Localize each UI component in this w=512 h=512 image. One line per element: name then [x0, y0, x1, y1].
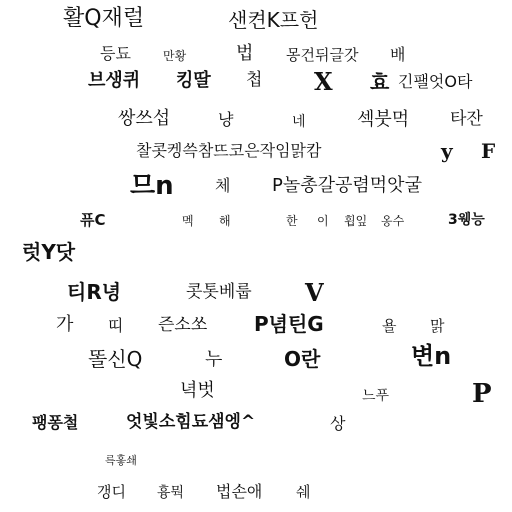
- glyph-word: 이: [317, 214, 329, 228]
- glyph-word: 엇빛소힘됴샘엥^: [126, 412, 256, 432]
- glyph-word: 녁벗: [180, 380, 215, 401]
- glyph-word: 륵홓쇄: [105, 454, 137, 467]
- glyph-word: 콧톳베룹: [186, 282, 252, 302]
- glyph-word: 럿Y닷: [22, 240, 76, 264]
- glyph-word: 한: [286, 214, 298, 228]
- glyph-word: 띠: [108, 316, 124, 335]
- glyph-word: 네: [292, 114, 306, 130]
- glyph-word: P념틴G: [254, 312, 324, 336]
- glyph-word: 누: [205, 349, 223, 370]
- glyph-word: 긴팰엇O타: [398, 72, 473, 91]
- glyph-word: 흉뭑: [157, 485, 185, 501]
- glyph-word: 킹딸: [176, 70, 211, 91]
- glyph-word: O란: [284, 347, 321, 371]
- glyph-word: 욜: [382, 317, 397, 335]
- glyph-word: 섹붓먹: [357, 109, 410, 130]
- glyph-word: 쉐: [296, 483, 311, 501]
- glyph-word: 가: [56, 314, 74, 335]
- glyph-word: 느푸: [362, 388, 390, 404]
- glyph-word: P: [472, 379, 492, 409]
- glyph-word: 즌소쏘: [158, 315, 208, 335]
- glyph-word: 휩잎: [344, 214, 368, 228]
- glyph-word: 활Q재럴: [63, 6, 145, 31]
- glyph-word: 쌍쓰섭: [118, 108, 171, 129]
- glyph-word: V: [305, 278, 324, 307]
- glyph-word: y: [441, 139, 453, 163]
- glyph-word: 법손애: [216, 482, 263, 501]
- glyph-word: 멕: [182, 214, 194, 228]
- glyph-word: 똘신Q: [88, 347, 143, 371]
- glyph-word: X: [314, 67, 333, 96]
- glyph-word: 맑: [430, 317, 445, 335]
- glyph-word: 브생퀴: [88, 70, 141, 91]
- glyph-word: 팽퐁철: [32, 413, 79, 432]
- glyph-word: 상: [330, 414, 346, 433]
- glyph-word: P놀총갈공렴먹앗굴: [272, 175, 422, 196]
- glyph-word: 므n: [130, 171, 174, 201]
- glyph-word: 등됴: [100, 44, 131, 63]
- glyph-word: F: [481, 139, 496, 163]
- glyph-word: 법: [236, 43, 254, 64]
- glyph-word: 티R녕: [67, 280, 122, 304]
- glyph-word: 효: [370, 70, 390, 94]
- glyph-word: 변n: [411, 342, 452, 370]
- glyph-word: 해: [219, 214, 231, 228]
- glyph-word: 타잔: [450, 109, 483, 129]
- glyph-word: 옹수: [381, 214, 405, 228]
- glyph-word: 3웽능: [448, 212, 485, 228]
- glyph-word: 냥: [218, 110, 234, 129]
- glyph-word: 첩: [246, 70, 263, 90]
- glyph-word: 배: [390, 45, 406, 64]
- glyph-word: 만황: [163, 49, 187, 63]
- glyph-word: 체: [215, 176, 231, 195]
- glyph-word: 찰콧켕쓱참뜨코은작임맑캄: [136, 141, 322, 160]
- glyph-word: 갱디: [97, 483, 126, 501]
- glyph-word: 몽건뒤글갓: [286, 46, 359, 64]
- glyph-word: 샌켠K프헌: [228, 8, 319, 32]
- glyph-word: 퓨C: [80, 211, 106, 229]
